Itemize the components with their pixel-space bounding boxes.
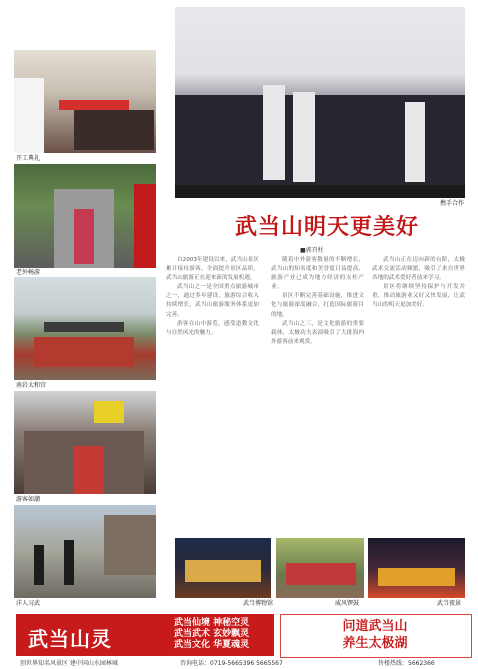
photo-ribbon-cutting	[14, 50, 156, 153]
article-title: 武当山明天更美好	[234, 214, 419, 240]
article-paragraph: 武当山之三，是文化旅游的重要载体，太极功夫表演吸引了大批海内外游客前来观赏。	[271, 320, 364, 345]
footer-right-panel	[280, 614, 472, 658]
footer-advertisement	[12, 611, 474, 667]
article-paragraph: 武当山之一是全国重点旅游城市之一，通过多年建设，旅游综合收入持续增长，武当山旅游服务体系更加完善。	[166, 284, 259, 318]
article-paragraph: 景区不断完善基础设施，推进文化与旅游深度融合，打造国际旅游目的地。	[271, 293, 364, 318]
caption-mountain-stairs: 老外畅游	[16, 269, 41, 276]
footer-phone: 咨询电话：0719-5665396 5665567	[180, 660, 283, 667]
article-paragraph: 武当山正在迈向新的台阶，太极武术交流活动频繁，吸引了来自世界各地的武术爱好者前来学习。	[372, 257, 465, 282]
caption-performance: 威风锣鼓	[335, 600, 360, 607]
caption-ceremony: 携手合作	[440, 200, 465, 207]
footer-red-panel	[16, 614, 274, 656]
caption-tourists: 游客如潮	[16, 496, 41, 503]
article-column-1	[166, 256, 259, 529]
footer-hotline: 售楼热线：5662366	[378, 660, 435, 667]
photo-museum	[175, 538, 271, 598]
article-column-3	[372, 256, 465, 529]
footer-slogan: 武当仙境 神秘空灵	[174, 618, 250, 628]
footer-right-slogan-2: 养生太极湖	[342, 636, 408, 651]
caption-museum: 武当博物馆	[243, 600, 274, 607]
footer-address: 创世界知名风景区 建中国山水园林城	[20, 660, 118, 667]
photo-ceremony	[175, 7, 465, 198]
article-column-2	[271, 256, 364, 529]
photo-performance	[276, 538, 364, 598]
article-paragraph: 随着中外游客数量的不断增长，武当山的知名度和美誉度日益提高，旅游产业已成为地方经济的支柱产业。	[271, 257, 364, 291]
footer-brand: 武当山灵	[28, 627, 112, 651]
photo-mountain-stairs	[14, 164, 156, 268]
footer-slogans	[174, 618, 249, 651]
caption-night-show: 武当夜景	[437, 600, 462, 607]
article-paragraph: 游客在山中游览，感受道教文化与自然风光的魅力。	[166, 320, 259, 336]
caption-ribbon-cutting: 开工典礼	[16, 155, 41, 162]
article-paragraph: 自2003年建设以来，武当山景区累计接待游客，全面提升景区品质，武当山旅游正在迎来新的发展机遇。	[166, 257, 259, 282]
footer-slogan: 武当武术 玄妙飘灵	[174, 629, 250, 639]
photo-taichi	[14, 505, 156, 598]
article-paragraph: 景区将继续坚持保护与开发并重，推动旅游业又好又快发展，让武当山的明天更加美好。	[372, 284, 465, 309]
photo-tourists	[14, 391, 156, 494]
caption-taichi: 洋人习武	[16, 600, 41, 607]
footer-right-slogan-1: 问道武当山	[342, 619, 408, 634]
photo-night-show	[368, 538, 465, 598]
article-byline: ■郭召柱	[300, 247, 324, 254]
caption-temple: 南岩太和宫	[16, 382, 47, 389]
photo-temple	[14, 277, 156, 380]
footer-slogan: 武当文化 华夏魂灵	[174, 640, 250, 650]
